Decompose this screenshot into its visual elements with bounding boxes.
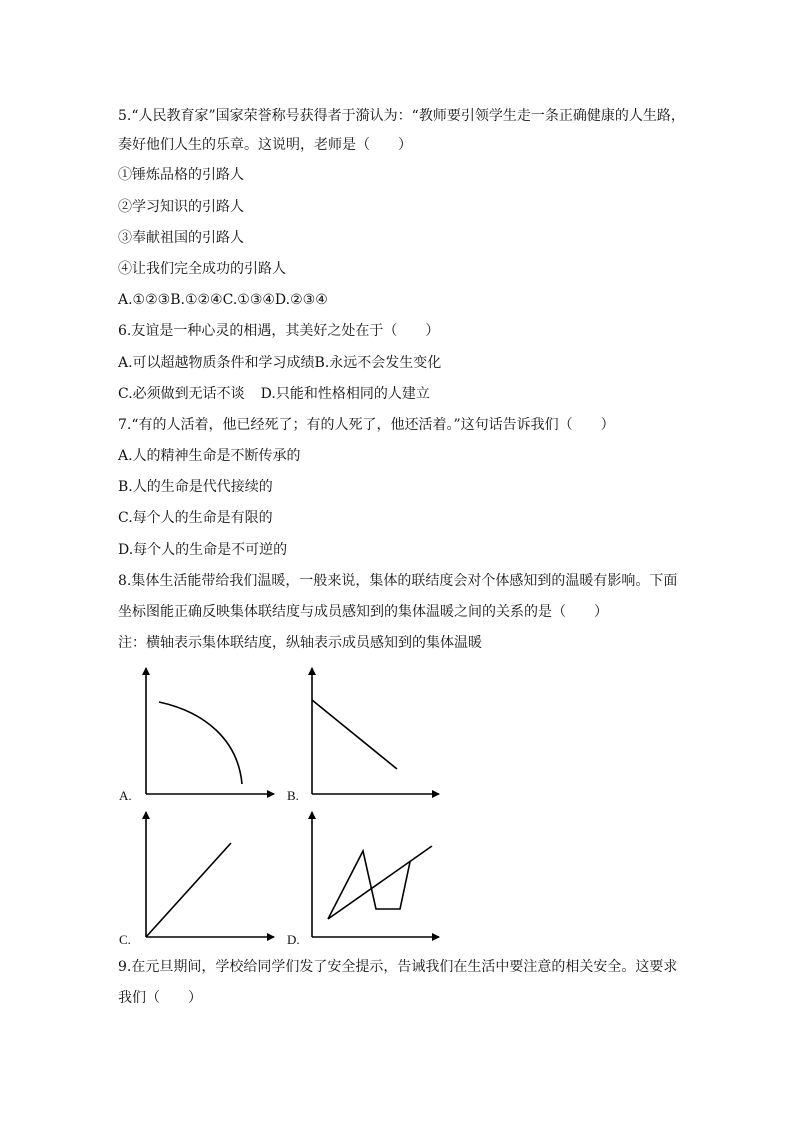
graph-c-line [146, 843, 231, 937]
q5-option-2: ②学习知识的引路人 [118, 199, 244, 215]
q6-stem: 6.友谊是一种心灵的相遇，其美好之处在于（ ） [118, 323, 440, 339]
q6-option-d: D.只能和性格相同的人建立 [260, 386, 430, 402]
graph-b [312, 668, 439, 794]
graph-c [146, 812, 274, 937]
graph-label-c: C. [119, 932, 131, 947]
q7-option-b: B.人的生命是代代接续的 [118, 479, 273, 495]
graph-d-straight-line [328, 846, 432, 919]
q8-stem-line2: 坐标图能正确反映集体联结度与成员感知到的集体温暖之间的关系的是（ ） [118, 604, 608, 620]
q6-option-c: C.必须做到无话不谈 [118, 386, 245, 402]
graph-b-line [312, 700, 397, 769]
graph-label-b: B. [287, 788, 299, 803]
q7-option-a: A.人的精神生命是不断传承的 [118, 448, 301, 464]
q7-stem: 7.“有的人活着，他已经死了；有的人死了，他还活着。”这句话告诉我们（ ） [118, 417, 615, 433]
q5-option-1: ①锤炼品格的引路人 [118, 167, 244, 183]
graph-d-zigzag-line [328, 851, 410, 919]
graph-label-a: A. [119, 788, 132, 803]
graph-a [146, 668, 274, 794]
q6-options-line1: A.可以超越物质条件和学习成绩B.永远不会发生变化 [118, 355, 442, 371]
q7-option-d: D.每个人的生命是不可逆的 [118, 542, 288, 558]
graph-d [312, 812, 439, 937]
q5-option-3: ③奉献祖国的引路人 [118, 230, 244, 246]
q9-stem-line2: 我们（ ） [118, 990, 202, 1006]
graph-a-curve [159, 702, 242, 784]
q5-stem-line1: 5.“人民教育家”国家荣誉称号获得者于漪认为：“教师要引领学生走一条正确健康的人生路， [118, 108, 685, 124]
q5-answer-choices: A.①②③B.①②④C.①③④D.②③④ [118, 292, 328, 308]
q9-stem-line1: 9.在元旦期间，学校给同学们发了安全提示，告诫我们在生活中要注意的相关安全。这要求 [118, 959, 678, 975]
q5-stem-line2: 奏好他们人生的乐章。这说明，老师是（ ） [118, 137, 412, 153]
q8-stem-line1: 8.集体生活能带给我们温暖，一般来说，集体的联结度会对个体感知到的温暖有影响。下面 [118, 573, 678, 589]
q6-options-line2 [118, 385, 430, 403]
q5-option-4: ④让我们完全成功的引路人 [118, 261, 286, 277]
q8-note: 注：横轴表示集体联结度，纵轴表示成员感知到的集体温暖 [118, 635, 482, 651]
q7-option-c: C.每个人的生命是有限的 [118, 510, 273, 526]
graph-label-d: D. [287, 932, 300, 947]
